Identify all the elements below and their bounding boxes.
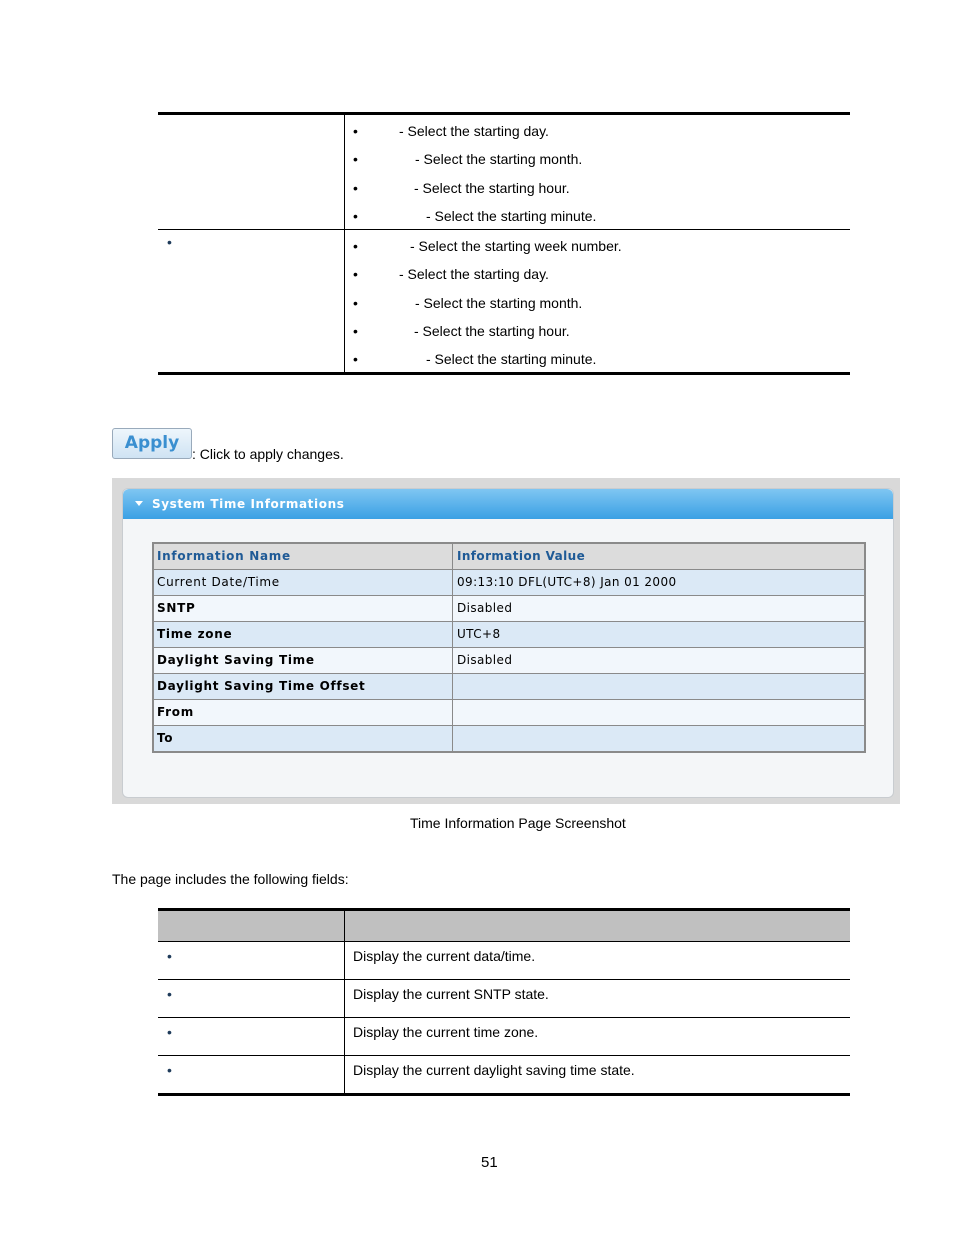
row-name: To <box>154 726 452 751</box>
item-text: - Select the starting hour. <box>414 323 570 340</box>
intro-text: The page includes the following fields: <box>112 871 349 887</box>
options-label-cell <box>158 115 345 229</box>
row-value: Disabled <box>453 596 864 621</box>
page-number: 51 <box>481 1154 498 1171</box>
item-text: - Select the starting month. <box>415 151 583 168</box>
fields-table <box>158 908 850 1096</box>
field-label-cell <box>158 942 345 979</box>
list-item <box>345 260 850 288</box>
table-row <box>154 726 864 751</box>
apply-button[interactable]: Apply <box>112 428 192 459</box>
bullet: • <box>353 208 358 225</box>
bullet: • <box>353 323 358 340</box>
row-name: From <box>154 700 452 725</box>
field-label-cell <box>158 1018 345 1055</box>
list-item <box>345 289 850 317</box>
panel-header[interactable] <box>123 489 893 519</box>
list-item <box>345 117 850 145</box>
fields-header-row <box>158 911 850 942</box>
row-value: 09:13:10 DFL(UTC+8) Jan 01 2000 <box>453 570 864 595</box>
table-row <box>154 622 864 647</box>
field-description: Display the current time zone. <box>353 1024 539 1040</box>
field-description: Display the current data/time. <box>353 948 536 964</box>
options-row <box>158 115 850 230</box>
row-name: Daylight Saving Time <box>154 648 452 673</box>
bullet: • <box>167 948 172 964</box>
table-row <box>154 596 864 621</box>
table-row <box>158 1018 850 1056</box>
options-list <box>345 230 850 372</box>
item-text: - Select the starting day. <box>399 266 549 283</box>
bullet: • <box>167 1024 172 1040</box>
system-time-panel <box>122 488 894 798</box>
item-text: - Select the starting hour. <box>414 179 570 196</box>
row-value: Disabled <box>453 648 864 673</box>
screenshot-frame <box>112 478 900 804</box>
item-text: - Select the starting minute. <box>426 351 597 368</box>
time-info-table <box>152 542 866 753</box>
figure-caption: Time Information Page Screenshot <box>410 815 626 831</box>
row-name: Current Date/Time <box>154 570 452 595</box>
list-item <box>345 345 850 373</box>
field-label-cell <box>158 1056 345 1093</box>
list-item <box>345 174 850 202</box>
options-list <box>345 115 850 229</box>
column-header-name: Information Name <box>154 544 452 569</box>
options-table <box>158 112 850 375</box>
bullet: • <box>353 151 358 168</box>
table-row <box>154 700 864 725</box>
row-value <box>453 700 864 725</box>
row-name: SNTP <box>154 596 452 621</box>
list-item <box>345 202 850 230</box>
list-item <box>345 145 850 173</box>
item-text: - Select the starting minute. <box>426 208 597 225</box>
item-text: - Select the starting month. <box>415 294 583 311</box>
options-row <box>158 230 850 372</box>
bullet: • <box>353 294 358 311</box>
column-header-value: Information Value <box>453 544 864 569</box>
row-value: UTC+8 <box>453 622 864 647</box>
list-item <box>345 317 850 345</box>
field-description: Display the current SNTP state. <box>353 986 549 1002</box>
bullet: • <box>353 266 358 283</box>
options-label-cell <box>158 230 345 372</box>
item-text: - Select the starting week number. <box>410 238 622 255</box>
row-name: Daylight Saving Time Offset <box>154 674 452 699</box>
row-value <box>453 674 864 699</box>
table-header-row <box>154 544 864 569</box>
row-name: Time zone <box>154 622 452 647</box>
bullet: • <box>167 986 172 1002</box>
item-text: - Select the starting day. <box>399 123 549 140</box>
table-row <box>154 674 864 699</box>
row-value <box>453 726 864 751</box>
collapse-triangle-icon[interactable] <box>135 501 143 506</box>
table-row <box>158 1056 850 1093</box>
panel-title: System Time Informations <box>152 497 345 511</box>
field-description: Display the current daylight saving time state. <box>353 1062 635 1078</box>
bullet: • <box>353 179 358 196</box>
table-row <box>158 980 850 1018</box>
bullet: • <box>353 351 358 368</box>
header-cell <box>158 911 345 941</box>
header-cell <box>345 911 850 941</box>
bullet: • <box>167 1062 172 1078</box>
bullet: • <box>353 123 358 140</box>
table-row <box>154 570 864 595</box>
bullet: • <box>167 234 172 250</box>
table-row <box>158 942 850 980</box>
table-row <box>154 648 864 673</box>
list-item <box>345 232 850 260</box>
field-label-cell <box>158 980 345 1017</box>
apply-description: : Click to apply changes. <box>192 446 344 462</box>
bullet: • <box>353 238 358 255</box>
